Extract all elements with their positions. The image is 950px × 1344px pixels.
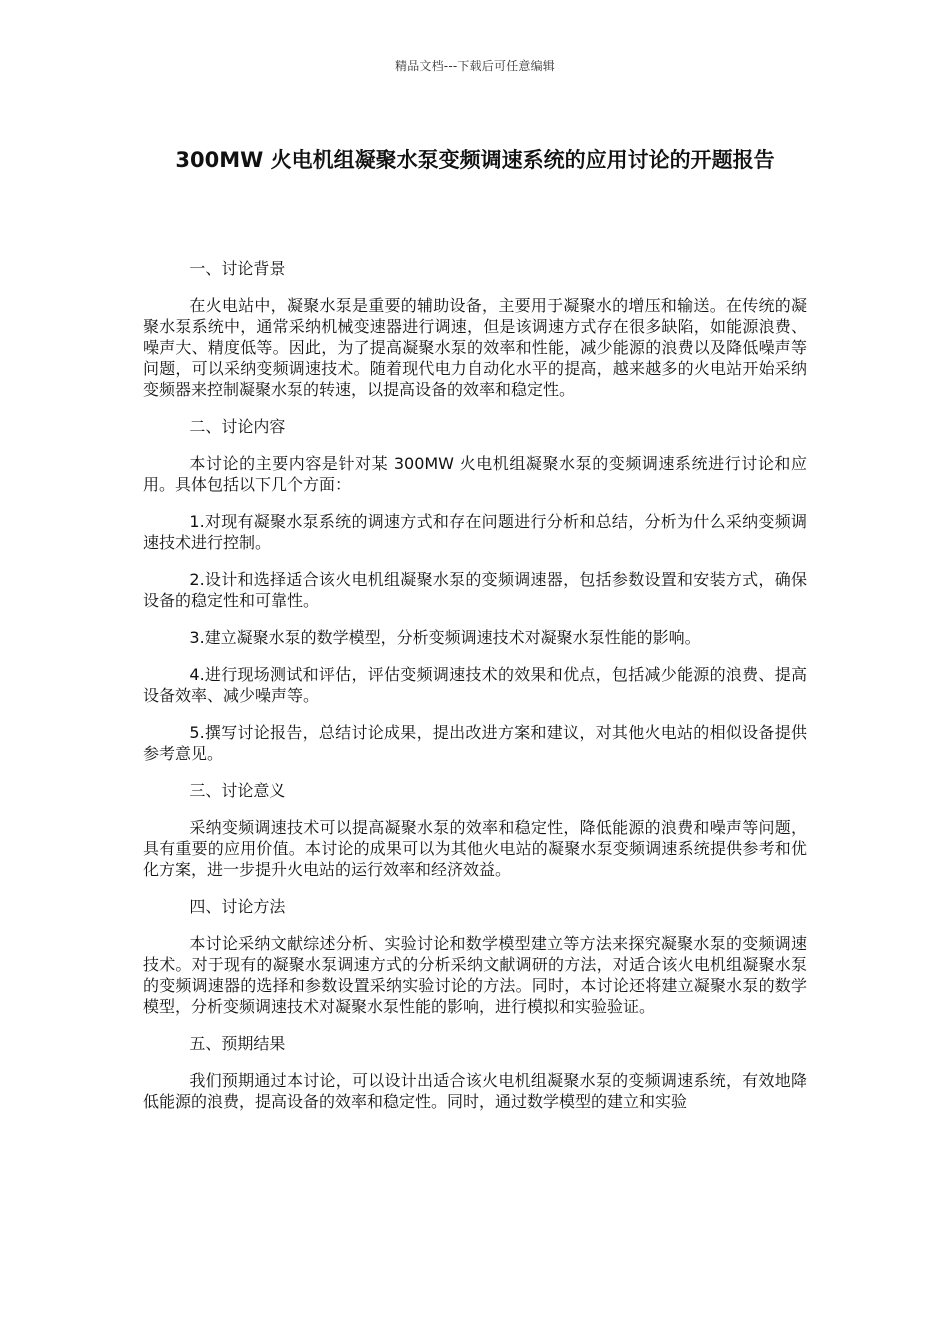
- section-heading-method: 四、讨论方法: [189, 897, 286, 916]
- paragraph-expected-results: 我们预期通过本讨论，可以设计出适合该火电机组凝聚水泵的变频调速系统，有效地降低能源的浪费，提高设备的效率和稳定性。同时，通过数学模型的建立和实验: [143, 1071, 807, 1111]
- paragraph-significance: 采纳变频调速技术可以提高凝聚水泵的效率和稳定性，降低能源的浪费和噪声等问题，具有重要的应用价值。本讨论的成果可以为其他火电站的凝聚水泵变频调速系统提供参考和优化方案，进一步提升火电站的运行效率和经济效益。: [143, 818, 807, 879]
- list-item-2: 2.设计和选择适合该火电机组凝聚水泵的变频调速器，包括参数设置和安装方式，确保设备的稳定性和可靠性。: [143, 570, 807, 610]
- paragraph-content-intro: 本讨论的主要内容是针对某 300MW 火电机组凝聚水泵的变频调速系统进行讨论和应用。具体包括以下几个方面：: [143, 454, 807, 494]
- section-heading-significance: 三、讨论意义: [189, 781, 286, 800]
- list-item-3: 3.建立凝聚水泵的数学模型，分析变频调速技术对凝聚水泵性能的影响。: [189, 628, 701, 647]
- section-heading-content: 二、讨论内容: [189, 417, 286, 436]
- list-item-4: 4.进行现场测试和评估，评估变频调速技术的效果和优点，包括减少能源的浪费、提高设备效率、减少噪声等。: [143, 665, 807, 705]
- list-item-5: 5.撰写讨论报告，总结讨论成果，提出改进方案和建议，对其他火电站的相似设备提供参考意见。: [143, 723, 807, 763]
- paragraph-method: 本讨论采纳文献综述分析、实验讨论和数学模型建立等方法来探究凝聚水泵的变频调速技术。对于现有的凝聚水泵调速方式的分析采纳文献调研的方法，对适合该火电机组凝聚水泵的变频调速器的选择和参数设置采纳实验讨论的方法。同时，本讨论还将建立凝聚水泵的数学模型，分析变频调速技术对凝聚水泵性能的影响，进行模拟和实验验证。: [143, 934, 807, 1016]
- section-heading-expected-results: 五、预期结果: [189, 1034, 286, 1053]
- section-heading-background: 一、讨论背景: [189, 259, 286, 278]
- page-header-banner: 精品文档---下载后可任意编辑: [395, 59, 555, 73]
- list-item-1: 1.对现有凝聚水泵系统的调速方式和存在问题进行分析和总结，分析为什么采纳变频调速技术进行控制。: [143, 512, 807, 552]
- document-title: 300MW 火电机组凝聚水泵变频调速系统的应用讨论的开题报告: [175, 148, 775, 172]
- document-body: [143, 258, 807, 1128]
- paragraph-background: 在火电站中，凝聚水泵是重要的辅助设备，主要用于凝聚水的增压和输送。在传统的凝聚水泵系统中，通常采纳机械变速器进行调速，但是该调速方式存在很多缺陷，如能源浪费、噪声大、精度低等。因此，为了提高凝聚水泵的效率和性能，减少能源的浪费以及降低噪声等问题，可以采纳变频调速技术。随着现代电力自动化水平的提高，越来越多的火电站开始采纳变频器来控制凝聚水泵的转速，以提高设备的效率和稳定性。: [143, 296, 807, 399]
